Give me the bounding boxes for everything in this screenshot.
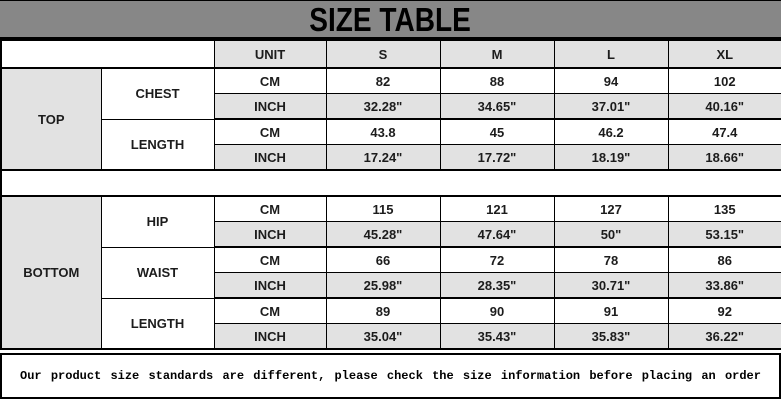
corner-blank-cell (1, 40, 214, 68)
table-row (1, 119, 781, 145)
unit-cm-cell: CM (214, 68, 326, 94)
value-cell: 25.98" (326, 273, 440, 299)
size-header-s: S (326, 40, 440, 68)
size-header-l: L (554, 40, 668, 68)
value-cell: 121 (440, 196, 554, 222)
unit-inch-cell: INCH (214, 273, 326, 299)
value-cell: 17.24" (326, 145, 440, 171)
unit-cm-cell: CM (214, 196, 326, 222)
value-cell: 46.2 (554, 119, 668, 145)
value-cell: 45.28" (326, 222, 440, 248)
value-cell: 45 (440, 119, 554, 145)
size-table (0, 39, 781, 350)
value-cell: 35.83" (554, 324, 668, 350)
measurement-label-length-bottom: LENGTH (101, 298, 214, 349)
section-label-bottom: BOTTOM (1, 196, 101, 349)
unit-inch-cell: INCH (214, 324, 326, 350)
unit-cm-cell: CM (214, 119, 326, 145)
value-cell: 115 (326, 196, 440, 222)
table-row (1, 298, 781, 324)
unit-inch-cell: INCH (214, 94, 326, 120)
value-cell: 66 (326, 247, 440, 273)
unit-inch-cell: INCH (214, 222, 326, 248)
page-title: SIZE TABLE (309, 0, 472, 38)
unit-cm-cell: CM (214, 298, 326, 324)
value-cell: 17.72" (440, 145, 554, 171)
value-cell: 89 (326, 298, 440, 324)
value-cell: 78 (554, 247, 668, 273)
value-cell: 86 (668, 247, 781, 273)
table-row (1, 68, 781, 94)
footer-note-text: Our product size standards are different, please check the size information before placing an order (20, 369, 761, 383)
title-bar (0, 0, 781, 39)
value-cell: 40.16" (668, 94, 781, 120)
size-header-xl: XL (668, 40, 781, 68)
footer-note-bar (0, 353, 781, 399)
value-cell: 82 (326, 68, 440, 94)
value-cell: 33.86" (668, 273, 781, 299)
value-cell: 135 (668, 196, 781, 222)
value-cell: 53.15" (668, 222, 781, 248)
value-cell: 47.64" (440, 222, 554, 248)
measurement-label-length: LENGTH (101, 119, 214, 170)
value-cell: 50" (554, 222, 668, 248)
value-cell: 92 (668, 298, 781, 324)
unit-inch-cell: INCH (214, 145, 326, 171)
measurement-label-waist: WAIST (101, 247, 214, 298)
value-cell: 35.43" (440, 324, 554, 350)
value-cell: 90 (440, 298, 554, 324)
table-header-row (1, 40, 781, 68)
value-cell: 30.71" (554, 273, 668, 299)
unit-header-cell: UNIT (214, 40, 326, 68)
value-cell: 18.66" (668, 145, 781, 171)
value-cell: 37.01" (554, 94, 668, 120)
value-cell: 47.4 (668, 119, 781, 145)
section-gap-row (1, 170, 781, 196)
value-cell: 88 (440, 68, 554, 94)
size-header-m: M (440, 40, 554, 68)
section-gap (1, 170, 781, 196)
value-cell: 94 (554, 68, 668, 94)
measurement-label-hip: HIP (101, 196, 214, 247)
value-cell: 72 (440, 247, 554, 273)
value-cell: 32.28" (326, 94, 440, 120)
section-label-top: TOP (1, 68, 101, 170)
measurement-label-chest: CHEST (101, 68, 214, 119)
value-cell: 35.04" (326, 324, 440, 350)
value-cell: 102 (668, 68, 781, 94)
value-cell: 91 (554, 298, 668, 324)
value-cell: 28.35" (440, 273, 554, 299)
value-cell: 34.65" (440, 94, 554, 120)
table-row (1, 196, 781, 222)
table-row (1, 247, 781, 273)
value-cell: 43.8 (326, 119, 440, 145)
unit-cm-cell: CM (214, 247, 326, 273)
value-cell: 36.22" (668, 324, 781, 350)
value-cell: 18.19" (554, 145, 668, 171)
value-cell: 127 (554, 196, 668, 222)
